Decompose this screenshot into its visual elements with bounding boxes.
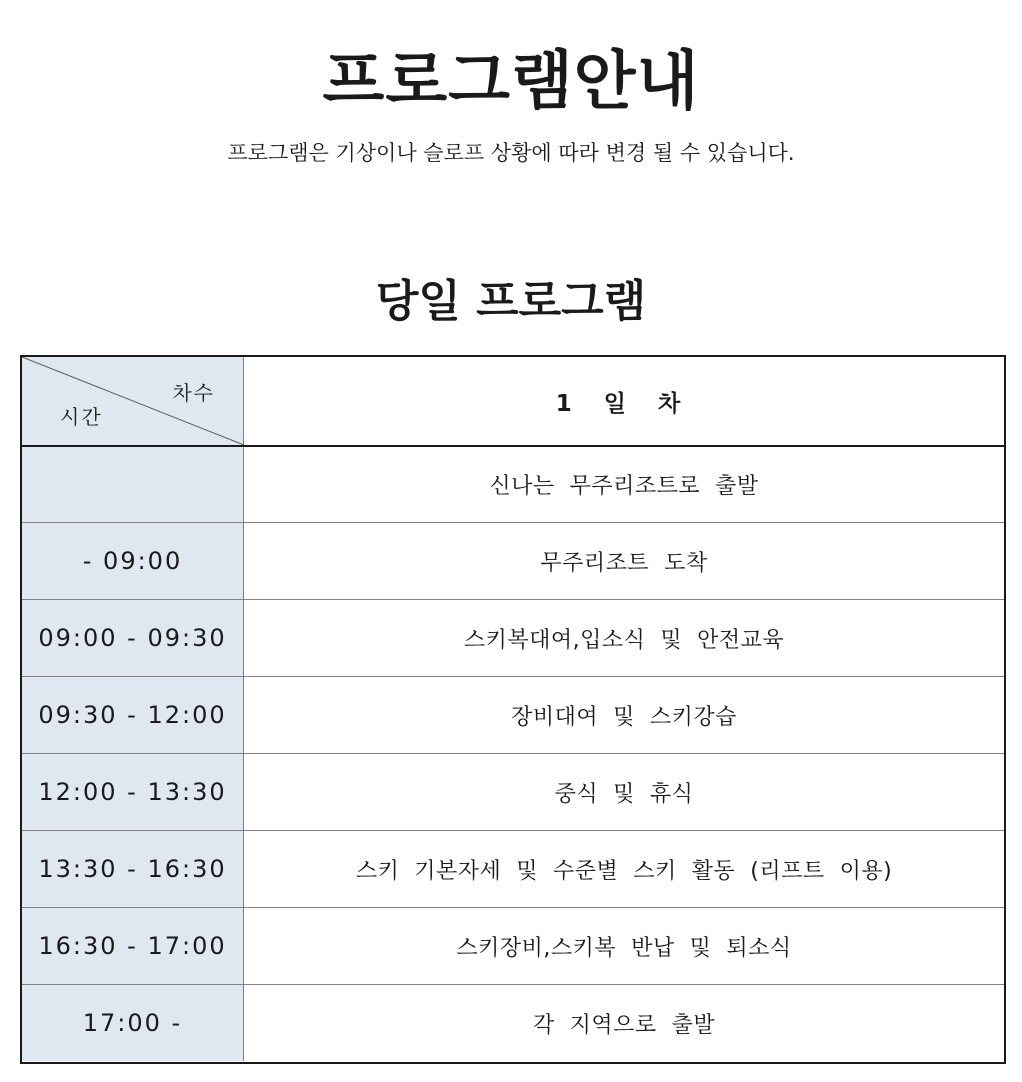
program-cell: 스키 기본자세 및 수준별 스키 활동 (리프트 이용) <box>355 858 893 884</box>
program-cell: 스키장비,스키복 반납 및 퇴소식 <box>456 935 792 961</box>
table-row <box>22 599 1004 676</box>
section-title: 당일 프로그램 <box>375 276 647 327</box>
program-cell: 스키복대여,입소식 및 안전교육 <box>463 627 785 653</box>
table-row <box>22 522 1004 599</box>
page-title: 프로그램안내 <box>322 45 700 119</box>
corner-row-label: 차수 <box>172 381 215 405</box>
table-row <box>22 907 1004 984</box>
time-cell: 12:00 - 13:30 <box>22 754 244 830</box>
table-row <box>22 445 1004 522</box>
day-header-cell <box>244 357 1004 445</box>
day-label: 1 일 차 <box>555 390 693 417</box>
time-cell <box>22 447 244 522</box>
time-cell: 16:30 - 17:00 <box>22 908 244 984</box>
program-cell: 장비대여 및 스키강습 <box>511 704 737 730</box>
time-cell: 13:30 - 16:30 <box>22 831 244 907</box>
corner-cell <box>22 357 244 445</box>
program-cell: 신나는 무주리조트로 출발 <box>489 474 759 499</box>
table-row <box>22 676 1004 753</box>
time-cell: 09:30 - 12:00 <box>22 677 244 753</box>
table-row <box>22 830 1004 907</box>
time-cell: - 09:00 <box>22 523 244 599</box>
program-cell: 각 지역으로 출발 <box>532 1012 716 1038</box>
schedule-table <box>20 355 1006 1064</box>
time-cell: 09:00 - 09:30 <box>22 600 244 676</box>
corner-col-label: 시간 <box>60 405 103 429</box>
page-subtitle: 프로그램은 기상이나 슬로프 상황에 따라 변경 될 수 있습니다. <box>227 141 795 165</box>
program-cell: 무주리조트 도착 <box>540 550 708 576</box>
table-header-row <box>22 357 1004 445</box>
time-cell: 17:00 - <box>22 985 244 1061</box>
table-row <box>22 984 1004 1061</box>
table-row <box>22 753 1004 830</box>
program-cell: 중식 및 휴식 <box>554 781 694 807</box>
